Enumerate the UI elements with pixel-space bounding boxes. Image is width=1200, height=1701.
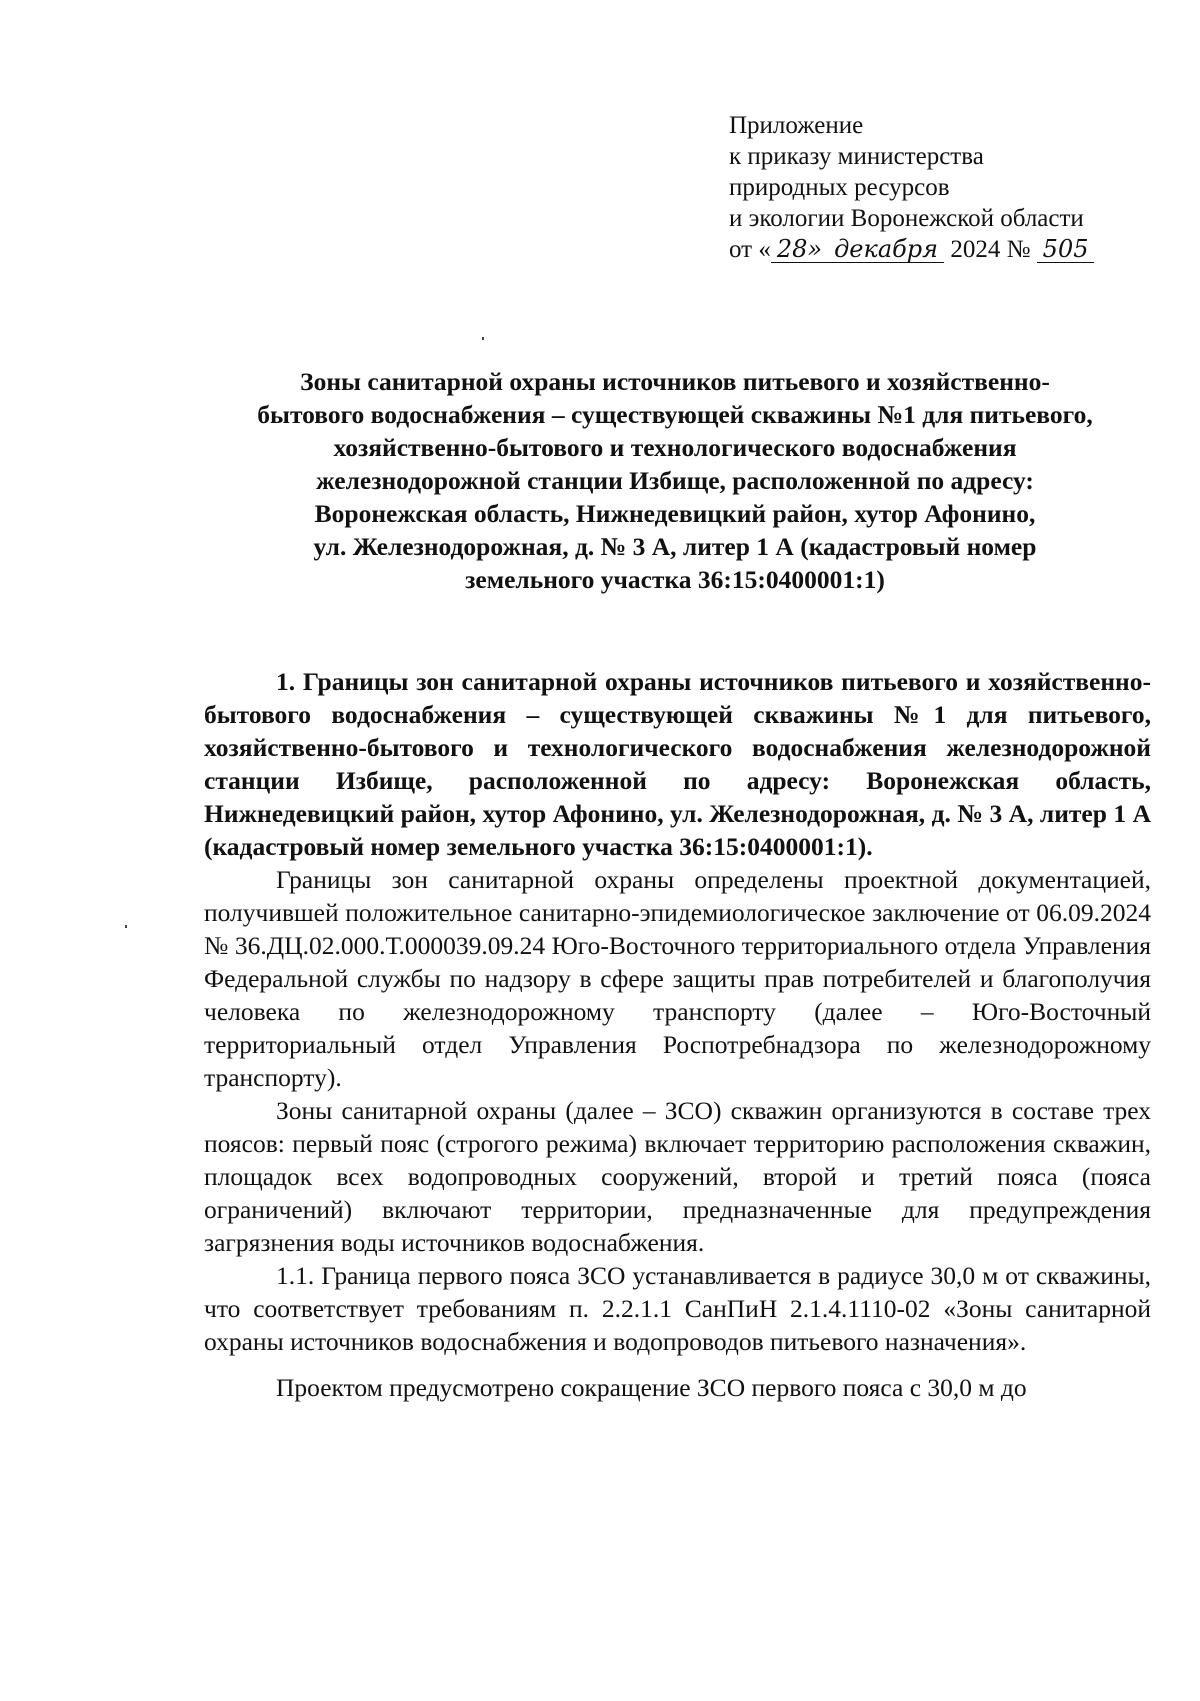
- document-body: [204, 665, 1151, 1404]
- appendix-header: [729, 110, 1169, 265]
- header-line: Приложение: [729, 112, 864, 139]
- title-line: Зоны санитарной охраны источников питьевого и хозяйственно-: [300, 367, 1050, 396]
- header-line: природных ресурсов: [729, 174, 950, 201]
- order-year-label: 2024 №: [950, 236, 1031, 263]
- handwritten-order-number: 505: [1037, 236, 1095, 263]
- paragraph: Проектом предусмотрено сокращение ЗСО первого пояса с 30,0 м до: [276, 1373, 1027, 1402]
- header-line: к приказу министерства: [729, 143, 984, 170]
- handwritten-month: декабря: [828, 236, 944, 263]
- paragraph: Границы зон санитарной охраны определены проектной документацией, получившей положительное санитарно-эпидемиологическое заключение от 06.09.2024 № 36.ДЦ.02.000.Т.000039.09.24 Юго-Восточного территориального отдела Управления Федеральной службы по надзору в сфере защиты прав потребителей и благополучия человека по железнодорожному транспорту (далее – Юго-Восточный территориальный отдел Управления Роспотребнадзора по железнодорожному транспорту).: [204, 865, 1151, 1092]
- scan-speck: [482, 337, 484, 340]
- scan-speck: [125, 925, 127, 928]
- title-line: бытового водоснабжения – существующей скважины №1 для питьевого,: [257, 400, 1093, 429]
- paragraph: Зоны санитарной охраны (далее – ЗСО) скважин организуются в составе трех поясов: первый пояс (строгого режима) включает территорию расположения скважин, площадок всех водопроводных сооружений, второй и третий пояса (пояса ограничений) включают территории, предназначенные для предупреждения загрязнения воды источников водоснабжения.: [204, 1096, 1151, 1257]
- date-prefix: от «: [729, 236, 771, 263]
- paragraph: 1.1. Граница первого пояса ЗСО устанавливается в радиусе 30,0 м от скважины, что соответствует требованиям п. 2.2.1.1 СанПиН 2.1.4.1110-02 «Зоны санитарной охраны источников водоснабжения и водопроводов питьевого назначения».: [204, 1261, 1151, 1356]
- header-line: и экологии Воронежской области: [729, 205, 1084, 232]
- section-1-heading: 1. Границы зон санитарной охраны источников питьевого и хозяйственно-бытового водоснабжения – существующей скважины №1 для питьевого, хозяйственно-бытового и технологического водоснабжения железнодорожной станции Избище, расположенной по адресу: Воронежская область, Нижнедевицкий район, хутор Афонино, ул. Железнодорожная, д. № 3 А, литер 1 А (кадастровый номер земельного участка 36:15:0400001:1).: [204, 667, 1151, 861]
- title-line: Воронежская область, Нижнедевицкий район, хутор Афонино,: [314, 499, 1036, 528]
- title-line: хозяйственно-бытового и технологического водоснабжения: [333, 433, 1017, 462]
- title-line: железнодорожной станции Избище, расположенной по адресу:: [316, 466, 1034, 495]
- document-title: [200, 365, 1150, 596]
- handwritten-day: 28»: [771, 236, 828, 263]
- title-line: ул. Железнодорожная, д. № 3 А, литер 1 А (кадастровый номер: [313, 532, 1037, 561]
- title-line: земельного участка 36:15:0400001:1): [465, 565, 885, 594]
- order-date-line: [729, 234, 1169, 265]
